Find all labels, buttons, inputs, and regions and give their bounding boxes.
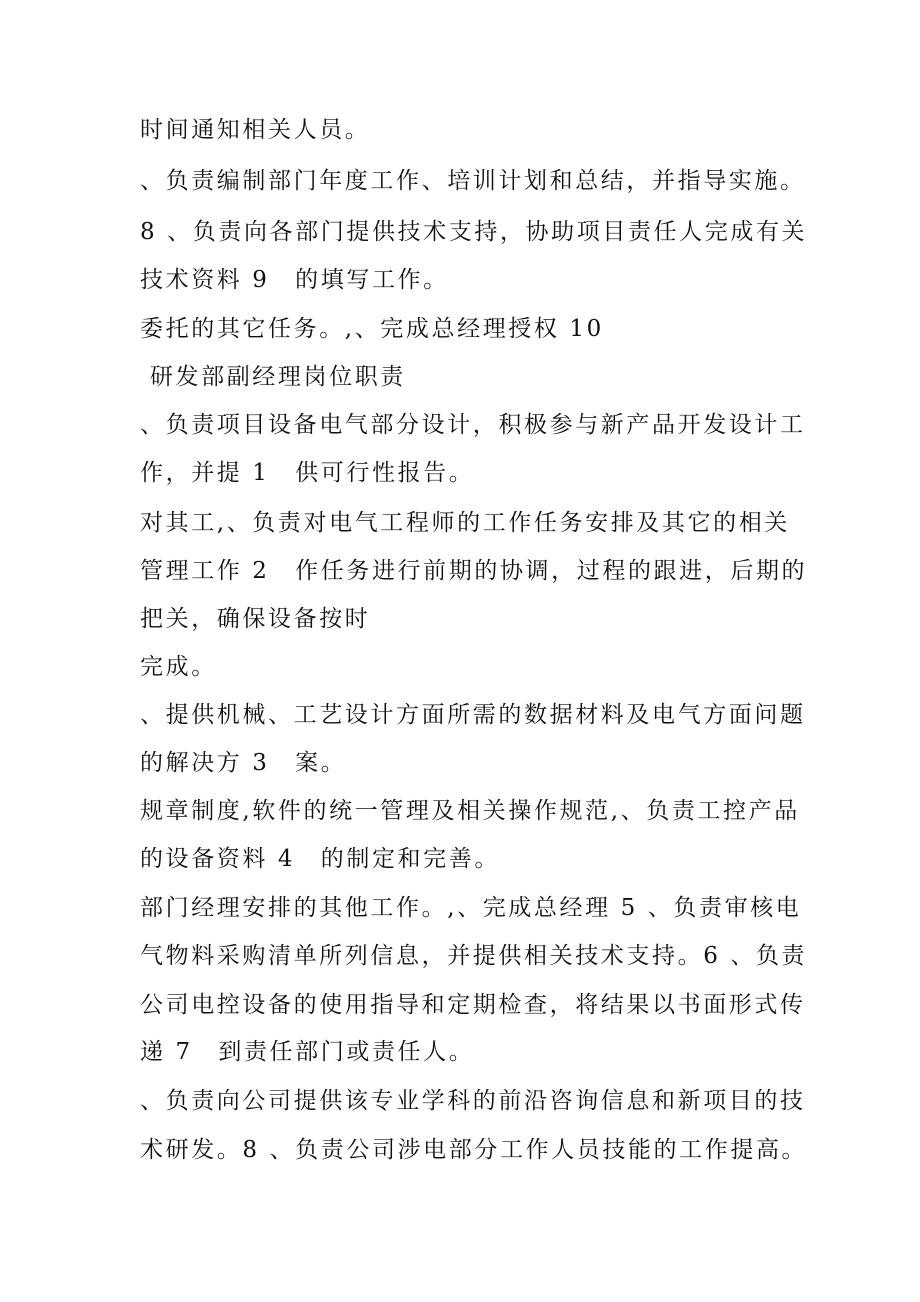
text-line: 对其工,、负责对电气工程师的工作任务安排及其它的相关	[140, 510, 790, 536]
text-line: 规章制度,软件的统一管理及相关操作规范,、负责工控产品	[140, 798, 800, 824]
text-line: 气物料采购清单所列信息，并提供相关技术支持。6 、负责	[140, 943, 808, 969]
text-line: 、负责向公司提供该专业学科的前沿咨询信息和新项目的技	[140, 1088, 806, 1114]
text-line: 、提供机械、工艺设计方面所需的数据材料及电气方面问题	[140, 702, 806, 728]
text-line: 把关，确保设备按时	[140, 606, 371, 632]
section-heading: 研发部副经理岗位职责	[140, 364, 406, 390]
text-line: 作，并提 1 供可行性报告。	[140, 460, 475, 486]
text-line: 术研发。8 、负责公司涉电部分工作人员技能的工作提高。	[140, 1137, 808, 1163]
text-line: 管理工作 2 作任务进行前期的协调，过程的跟进，后期的	[140, 558, 808, 584]
text-line: 递 7 到责任部门或责任人。	[140, 1039, 475, 1065]
text-line: 的解决方 3 案。	[140, 750, 347, 776]
text-line: 公司电控设备的使用指导和定期检查，将结果以书面形式传	[140, 992, 806, 1018]
text-line: 、负责项目设备电气部分设计，积极参与新产品开发设计工	[140, 412, 806, 438]
text-line: 完成。	[140, 654, 217, 680]
text-line: 的设备资料 4 的制定和完善。	[140, 846, 500, 872]
text-line: 委托的其它任务。,、完成总经理授权 10	[140, 316, 604, 342]
text-line: 8 、负责向各部门提供技术支持，协助项目责任人完成有关	[140, 219, 808, 245]
text-line: 、负责编制部门年度工作、培训计划和总结，并指导实施。	[140, 168, 806, 194]
text-line: 时间通知相关人员。	[140, 117, 371, 143]
text-line: 部门经理安排的其他工作。,、完成总经理 5 、负责审核电	[140, 895, 802, 921]
text-line: 技术资料 9 的填写工作。	[140, 267, 449, 293]
